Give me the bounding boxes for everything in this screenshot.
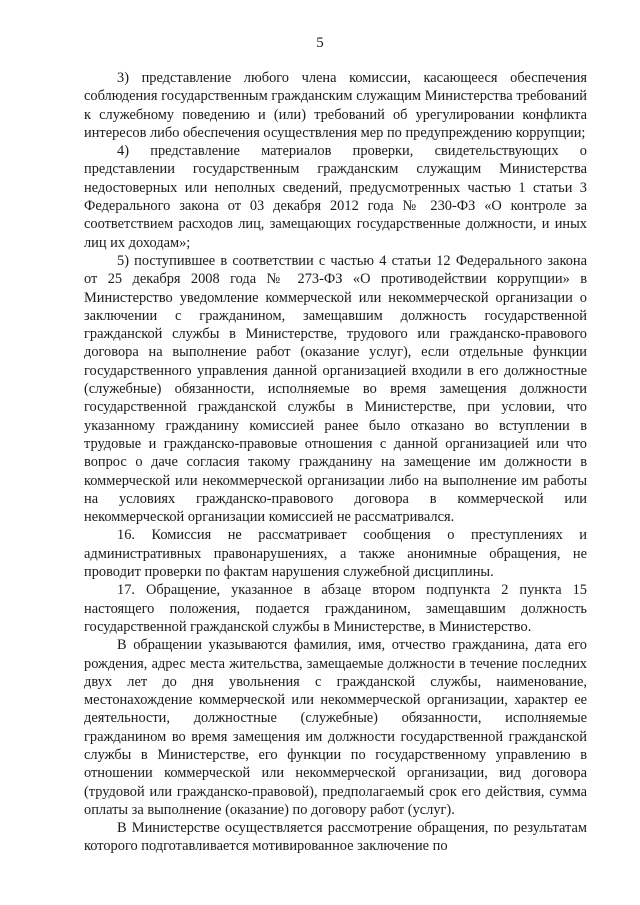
paragraph-clause-16: 16. Комиссия не рассматривает сообщения о преступлениях и административных правонарушениях, а также анонимные обращения, не проводит проверки по фактам нарушения служебной дисциплины.	[84, 527, 587, 581]
paragraph-item-4: 4) представление материалов проверки, свидетельствующих о представлении государственным гражданским служащим Министерства недостоверных или неполных сведений, предусмотренных частью 1 статьи 3 Федерального закона от 03 декабря 2012 года № 230-ФЗ «О контроле за соответствием расходов лиц, замещающих государственные должности, и иных лиц их доходам»;	[84, 143, 587, 251]
page-number: 5	[316, 35, 324, 51]
paragraph-item-3: 3) представление любого члена комиссии, касающееся обеспечения соблюдения государственным гражданским служащим Министерства требований к служебному поведению и (или) требований об урегулировании конфликта интересов либо обеспечения осуществления мер по предупреждению коррупции;	[84, 70, 587, 141]
document-body	[84, 69, 587, 856]
paragraph-clause-17: 17. Обращение, указанное в абзаце втором подпункта 2 пункта 15 настоящего положения, подается гражданином, замещавшим должность государственной гражданской службы в Министерстве, в Министерство.	[84, 582, 587, 635]
paragraph-item-5: 5) поступившее в соответствии с частью 4 статьи 12 Федерального закона от 25 декабря 2008 года № 273-ФЗ «О противодействии коррупции» в Министерство уведомление коммерческой или некоммерческой организации о заключении с гражданином, замещавшим должность государственной гражданской службы в Министерстве, трудового или гражданско-правового договора на выполнение работ (оказание услуг), если отдельные функции государственного управления данной организацией входили в его должностные (служебные) обязанности, исполняемые во время замещения должности государственной гражданской службы в Министерстве, при условии, что указанному гражданину комиссией ранее было отказано во вступлении в трудовые и гражданско-правовые отношения с данной организацией или что вопрос о даче согласия такому гражданину на замещение им должности в коммерческой или некоммерческой организации либо на выполнение им работы на условиях гражданско-правового договора в коммерческой или некоммерческой организации комиссией не рассматривался.	[84, 252, 587, 526]
paragraph-appeal-review: В Министерстве осуществляется рассмотрение обращения, по результатам которого подготавливается мотивированное заключение по	[84, 820, 587, 855]
paragraph-appeal-contents: В обращении указываются фамилия, имя, отчество гражданина, дата его рождения, адрес места жительства, замещаемые должности в течение последних двух лет до дня увольнения с гражданской службы, наименование, местонахождение коммерческой или некоммерческой организации, характер ее деятельности, должностные (служебные) обязанности, исполняемые гражданином во время замещения им должности государственной гражданской службы в Министерстве, его функции по государственному управлению в отношении коммерческой или некоммерческой организации, вид договора (трудовой или гражданско-правовой), предполагаемый срок его действия, сумма оплаты за выполнение (оказание) по договору работ (услуг).	[84, 637, 587, 818]
